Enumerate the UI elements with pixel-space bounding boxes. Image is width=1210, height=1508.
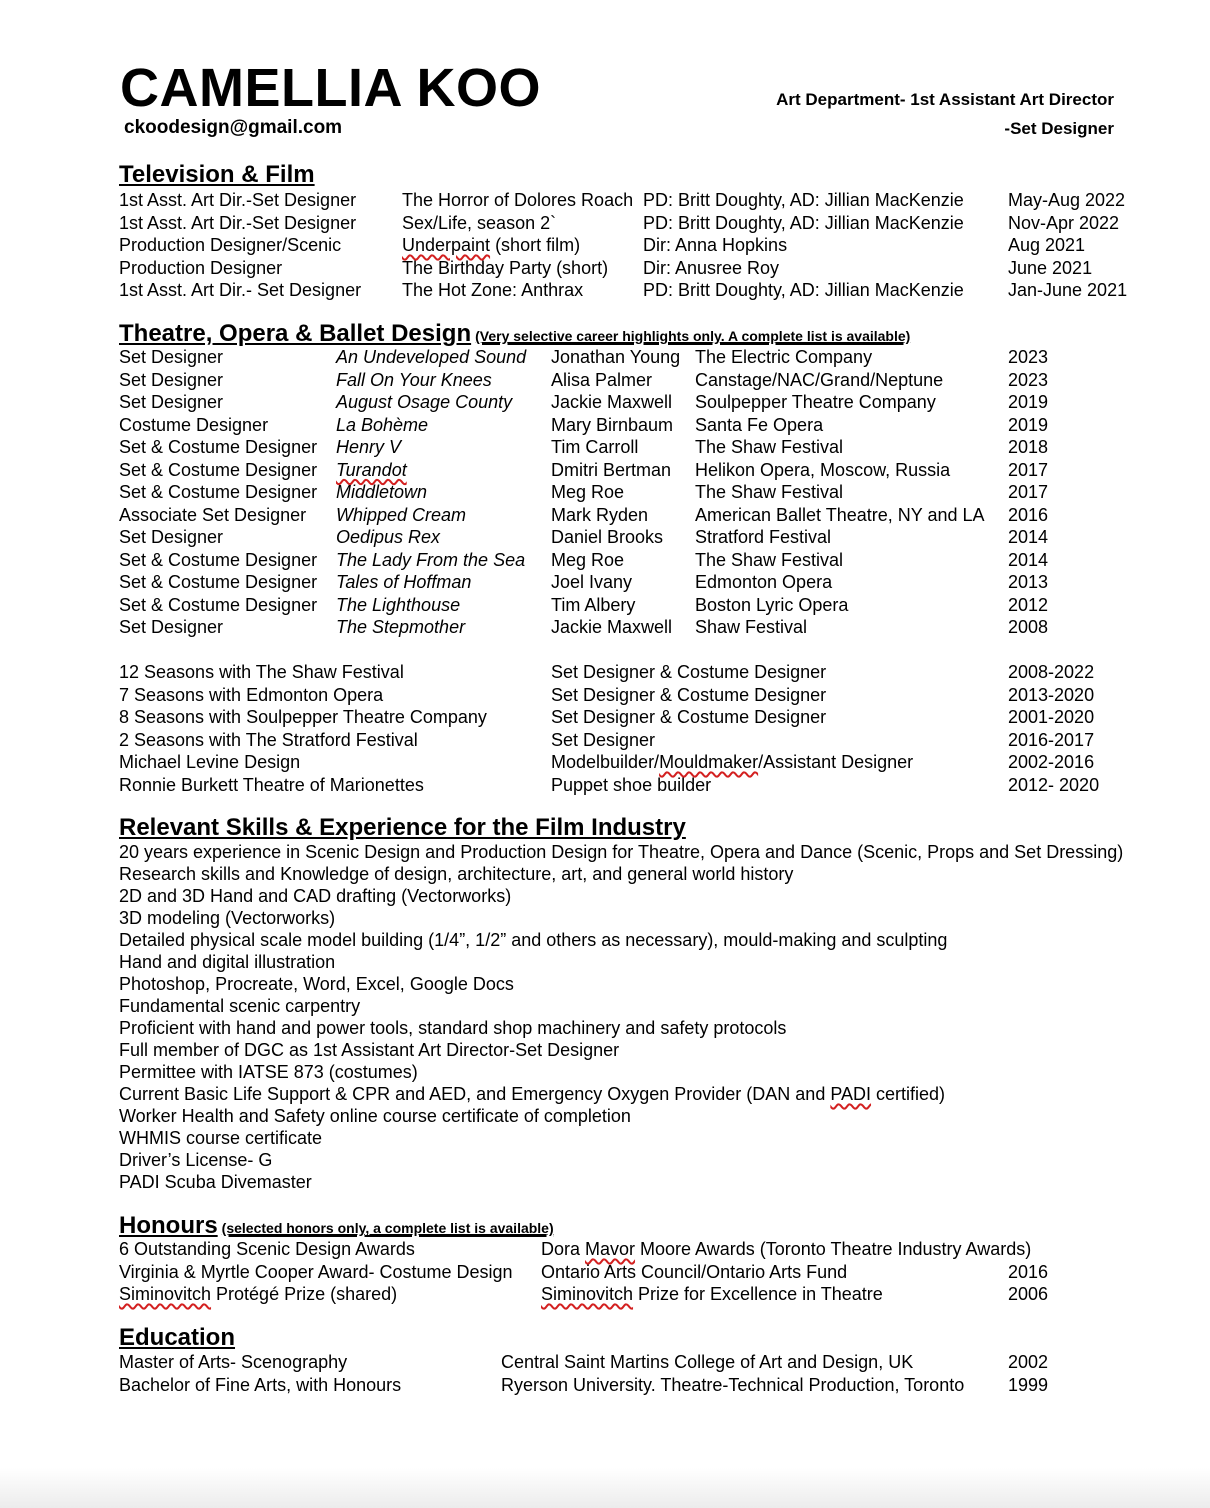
role-cell: Set & Costume Designer (119, 437, 318, 457)
year-cell: 1999 (1008, 1374, 1049, 1395)
skill-item: 20 years experience in Scenic Design and Production Design for Theatre, Opera and Dance (Scenic, Props and Set Dressing) (119, 842, 1124, 862)
production-cell: The Lady From the Sea (336, 549, 526, 570)
year-cell: 2014 (1008, 527, 1049, 547)
theatre-row (0, 346, 1210, 369)
date-cell: Nov-Apr 2022 (1008, 212, 1120, 233)
skill-item: Fundamental scenic carpentry (119, 996, 361, 1016)
theatre-row (0, 504, 1210, 527)
production-cell: La Bohème (336, 414, 429, 435)
season-role-cell: Set Designer & Costume Designer (551, 684, 827, 705)
section-heading-theatre (119, 321, 910, 349)
award-cell: 6 Outstanding Scenic Design Awards (119, 1239, 415, 1259)
skill-item (0, 1083, 1210, 1105)
degree-cell: Master of Arts- Scenography (119, 1352, 348, 1372)
award-part: Protégé Prize (shared) (211, 1284, 398, 1304)
production-cell: Whipped Cream (336, 504, 467, 525)
role-cell: Set & Costume Designer (119, 482, 318, 502)
director-cell: Daniel Brooks (551, 527, 664, 547)
tv-film-row (0, 279, 1210, 302)
skill-text: certified) (871, 1084, 946, 1104)
season-row (0, 684, 1210, 707)
role-cell: Set & Costume Designer (119, 459, 318, 480)
production-cell: Turandot (336, 459, 407, 480)
role-cell: 1st Asst. Art Dir.- Set Designer (119, 280, 362, 300)
project-cell: The Horror of Dolores Roach (402, 190, 634, 210)
year-cell: 2006 (1008, 1284, 1049, 1304)
section-heading-tv-film: Television & Film (119, 161, 315, 188)
project-cell-suffix: (short film) (490, 235, 581, 255)
theatre-row (0, 594, 1210, 617)
company-cell: The Electric Company (695, 347, 873, 367)
director-cell: Jackie Maxwell (551, 617, 673, 637)
year-cell: 2002 (1008, 1352, 1049, 1372)
theatre-row (0, 481, 1210, 504)
years-cell: 2008-2022 (1008, 662, 1095, 682)
award-org-part: Dora (541, 1239, 586, 1259)
award-org-cell: Ontario Arts Council/Ontario Arts Fund (541, 1261, 848, 1282)
season-role-cell (551, 751, 913, 773)
role-cell: Set Designer (119, 527, 224, 547)
director-cell: Mark Ryden (551, 504, 649, 525)
production-cell: Henry V (336, 437, 402, 457)
company-cell: Helikon Opera, Moscow, Russia (695, 459, 951, 480)
year-cell: 2019 (1008, 414, 1049, 435)
section-heading-skills: Relevant Skills & Experience for the Film Industry (119, 814, 686, 841)
degree-cell: Bachelor of Fine Arts, with Honours (119, 1374, 402, 1395)
spellcheck-word: Siminovitch (541, 1284, 634, 1304)
award-org-part: Prize for Excellence in Theatre (633, 1284, 883, 1304)
year-cell: 2016 (1008, 504, 1049, 525)
company-cell: The Shaw Festival (695, 437, 844, 457)
tv-film-row (0, 257, 1210, 280)
award-cell: Virginia & Myrtle Cooper Award- Costume Design (119, 1261, 513, 1282)
tv-film-table (0, 189, 1210, 302)
section-note-theatre: (Very selective career highlights only. A complete list is available) (475, 328, 911, 344)
production-cell: Oedipus Rex (336, 527, 441, 547)
project-cell: Sex/Life, season 2` (402, 212, 557, 233)
season-role-part: Modelbuilder/ (551, 752, 660, 772)
org-cell: Michael Levine Design (119, 752, 301, 772)
org-cell: 2 Seasons with The Stratford Festival (119, 729, 418, 750)
award-cell (119, 1283, 397, 1305)
company-cell: The Shaw Festival (695, 482, 844, 502)
project-cell: The Birthday Party (short) (402, 257, 609, 278)
years-cell: 2012- 2020 (1008, 774, 1100, 795)
credits-cell: Dir: Anna Hopkins (643, 235, 788, 255)
education-row (0, 1374, 1210, 1397)
award-org-cell (541, 1238, 1031, 1260)
section-heading-honours (119, 1213, 554, 1241)
role-cell: Set Designer (119, 369, 224, 390)
honour-row (0, 1283, 1210, 1306)
page-bottom-edge (0, 1468, 1210, 1508)
date-cell: May-Aug 2022 (1008, 190, 1126, 210)
year-cell: 2012 (1008, 594, 1049, 615)
role-cell: Set & Costume Designer (119, 549, 318, 570)
theatre-row (0, 391, 1210, 414)
director-cell: Dmitri Bertman (551, 459, 672, 480)
year-cell: 2023 (1008, 347, 1049, 367)
year-cell: 2017 (1008, 482, 1049, 502)
role-cell: Set & Costume Designer (119, 572, 318, 592)
skill-item: WHMIS course certificate (119, 1128, 323, 1148)
honour-row (0, 1238, 1210, 1261)
season-role-cell: Puppet shoe builder (551, 774, 712, 795)
skill-item: PADI Scuba Divemaster (119, 1172, 312, 1192)
role-cell: 1st Asst. Art Dir.-Set Designer (119, 190, 357, 210)
role-cell: Set Designer (119, 617, 224, 637)
theatre-row (0, 436, 1210, 459)
director-cell: Mary Birnbaum (551, 414, 674, 435)
season-row (0, 729, 1210, 752)
season-role-cell: Set Designer & Costume Designer (551, 662, 827, 682)
skill-item: Driver’s License- G (119, 1150, 273, 1170)
tv-film-row (0, 189, 1210, 212)
production-cell: Middletown (336, 482, 428, 502)
theatre-row (0, 414, 1210, 437)
spellcheck-word: PADI (830, 1084, 872, 1104)
year-cell: 2014 (1008, 549, 1049, 570)
year-cell: 2023 (1008, 369, 1049, 390)
section-heading-honours-title: Honours (119, 1212, 218, 1239)
company-cell: Shaw Festival (695, 617, 808, 637)
year-cell: 2013 (1008, 572, 1049, 592)
award-org-cell (541, 1283, 883, 1305)
credits-cell: Dir: Anusree Roy (643, 257, 780, 278)
director-cell: Tim Carroll (551, 437, 639, 457)
section-heading-education: Education (119, 1324, 236, 1351)
date-cell: Aug 2021 (1008, 235, 1086, 255)
director-cell: Alisa Palmer (551, 369, 653, 390)
role-cell: Set & Costume Designer (119, 594, 318, 615)
company-cell: Boston Lyric Opera (695, 594, 849, 615)
season-role-part: /Assistant Designer (758, 752, 914, 772)
role-cell: Production Designer/Scenic (119, 235, 342, 255)
role-cell: Production Designer (119, 257, 283, 278)
theatre-table (0, 346, 1210, 639)
section-heading-theatre-title: Theatre, Opera & Ballet Design (119, 320, 472, 347)
theatre-row (0, 616, 1210, 639)
production-cell: The Stepmother (336, 617, 466, 637)
company-cell: The Shaw Festival (695, 549, 844, 570)
award-org-part: Moore Awards (Toronto Theatre Industry Awards) (635, 1239, 1032, 1259)
season-role-cell: Set Designer & Costume Designer (551, 707, 827, 727)
education-row (0, 1351, 1210, 1374)
role-cell: Costume Designer (119, 414, 269, 435)
year-cell: 2019 (1008, 392, 1049, 412)
skill-item: 3D modeling (Vectorworks) (119, 908, 336, 928)
company-cell: Edmonton Opera (695, 572, 833, 592)
season-row (0, 751, 1210, 774)
years-cell: 2001-2020 (1008, 707, 1095, 727)
theatre-row (0, 571, 1210, 594)
company-cell: Canstage/NAC/Grand/Neptune (695, 369, 944, 390)
role-title-line1: Art Department- 1st Assistant Art Director (776, 90, 1114, 109)
skill-item: Detailed physical scale model building (1/4”, 1/2” and others as necessary), mould-making and sculpting (119, 930, 948, 950)
role-cell: Set Designer (119, 347, 224, 367)
skills-list (0, 841, 1210, 1193)
season-role-cell: Set Designer (551, 729, 656, 750)
org-cell: 8 Seasons with Soulpepper Theatre Company (119, 707, 487, 727)
seasons-table (0, 661, 1210, 796)
skill-item: Research skills and Knowledge of design, architecture, art, and general world history (119, 864, 794, 884)
season-row (0, 774, 1210, 797)
skill-item: Permittee with IATSE 873 (costumes) (119, 1062, 418, 1082)
credits-cell: PD: Britt Doughty, AD: Jillian MacKenzie (643, 212, 964, 233)
director-cell: Jonathan Young (551, 347, 681, 367)
director-cell: Jackie Maxwell (551, 392, 673, 412)
org-cell: 7 Seasons with Edmonton Opera (119, 684, 384, 705)
company-cell: Stratford Festival (695, 527, 832, 547)
email-address: ckoodesign@gmail.com (124, 117, 343, 138)
project-cell (402, 234, 580, 256)
production-cell: The Lighthouse (336, 594, 461, 615)
spellcheck-word: Underpaint (402, 235, 491, 255)
date-cell: Jan-June 2021 (1008, 280, 1128, 300)
candidate-name: CAMELLIA KOO (120, 58, 541, 118)
year-cell: 2017 (1008, 459, 1049, 480)
production-cell: August Osage County (336, 392, 513, 412)
role-cell: Associate Set Designer (119, 504, 307, 525)
theatre-row (0, 459, 1210, 482)
school-cell: Ryerson University. Theatre-Technical Production, Toronto (501, 1374, 965, 1395)
skill-item: Photoshop, Procreate, Word, Excel, Google Docs (119, 974, 514, 994)
director-cell: Tim Albery (551, 594, 636, 615)
year-cell: 2008 (1008, 617, 1049, 637)
spellcheck-word: Mavor (585, 1239, 636, 1259)
production-cell: An Undeveloped Sound (336, 347, 527, 367)
org-cell: 12 Seasons with The Shaw Festival (119, 662, 404, 682)
section-note-honours: (selected honors only, a complete list is available) (221, 1220, 554, 1236)
skill-text: Current Basic Life Support & CPR and AED, and Emergency Oxygen Provider (DAN and (119, 1084, 831, 1104)
years-cell: 2002-2016 (1008, 752, 1095, 772)
year-cell: 2018 (1008, 437, 1049, 457)
skill-item: Proficient with hand and power tools, standard shop machinery and safety protocols (119, 1018, 787, 1038)
school-cell: Central Saint Martins College of Art and Design, UK (501, 1352, 914, 1372)
company-cell: Santa Fe Opera (695, 414, 824, 435)
credits-cell: PD: Britt Doughty, AD: Jillian MacKenzie (643, 280, 964, 300)
theatre-row (0, 549, 1210, 572)
production-cell: Fall On Your Knees (336, 369, 492, 390)
skill-item: Worker Health and Safety online course certificate of completion (119, 1106, 631, 1126)
skill-item: Hand and digital illustration (119, 952, 336, 972)
director-cell: Meg Roe (551, 482, 625, 502)
season-row (0, 661, 1210, 684)
production-cell: Tales of Hoffman (336, 572, 472, 592)
org-cell: Ronnie Burkett Theatre of Marionettes (119, 774, 424, 795)
role-title-line2: -Set Designer (1004, 119, 1114, 138)
company-cell: American Ballet Theatre, NY and LA (695, 504, 985, 525)
date-cell: June 2021 (1008, 257, 1093, 278)
education-table (0, 1351, 1210, 1396)
theatre-row (0, 369, 1210, 392)
years-cell: 2016-2017 (1008, 729, 1095, 750)
project-cell: The Hot Zone: Anthrax (402, 280, 584, 300)
year-cell: 2016 (1008, 1261, 1049, 1282)
company-cell: Soulpepper Theatre Company (695, 392, 936, 412)
tv-film-row (0, 234, 1210, 257)
spellcheck-word: Mouldmaker (659, 752, 759, 772)
honour-row (0, 1261, 1210, 1284)
skill-item: Full member of DGC as 1st Assistant Art Director-Set Designer (119, 1040, 620, 1060)
credits-cell: PD: Britt Doughty, AD: Jillian MacKenzie (643, 190, 964, 210)
director-cell: Joel Ivany (551, 572, 633, 592)
role-cell: Set Designer (119, 392, 224, 412)
spellcheck-word: Siminovitch (119, 1284, 212, 1304)
season-row (0, 706, 1210, 729)
role-cell: 1st Asst. Art Dir.-Set Designer (119, 212, 357, 233)
skill-item: 2D and 3D Hand and CAD drafting (Vectorworks) (119, 886, 512, 906)
honours-table (0, 1238, 1210, 1306)
tv-film-row (0, 212, 1210, 235)
years-cell: 2013-2020 (1008, 684, 1095, 705)
director-cell: Meg Roe (551, 549, 625, 570)
theatre-row (0, 526, 1210, 549)
